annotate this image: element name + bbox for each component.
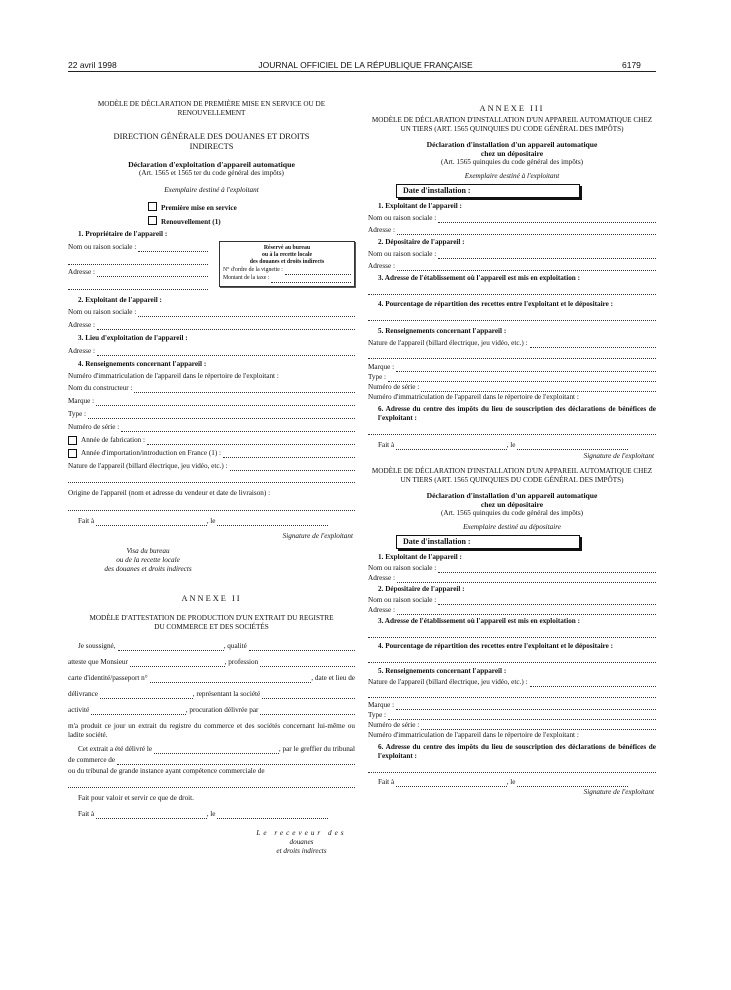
proprietaire-section bbox=[68, 230, 355, 290]
societe-field[interactable] bbox=[262, 691, 355, 699]
r2-depositaire-nom-field[interactable] bbox=[438, 597, 656, 605]
delivrance-label: délivrance bbox=[68, 690, 98, 698]
grande-instance-label: ou du tribunal de grande instance ayant compétence commerciale de bbox=[68, 767, 265, 775]
r-exploitant-adresse-field[interactable] bbox=[397, 227, 656, 235]
r-serie-label: Numéro de série : bbox=[368, 383, 420, 391]
exploitant-adresse-field[interactable] bbox=[97, 322, 355, 330]
signature-exploitant: Signature de l'exploitant bbox=[282, 532, 353, 540]
adresse-label: Adresse : bbox=[68, 268, 95, 276]
r-immat-label: Numéro d'immatriculation de l'appareil dans le répertoire de l'exploitant : bbox=[368, 393, 579, 401]
carte-field[interactable] bbox=[150, 675, 312, 683]
r4-title-2: 4. Pourcentage de répartition des recettes entre l'exploitant et le dépositaire : bbox=[378, 642, 614, 650]
r-marque-field[interactable] bbox=[396, 364, 656, 372]
qualite-field[interactable] bbox=[249, 643, 355, 651]
fait-a-field-2[interactable] bbox=[96, 811, 207, 819]
activite-field[interactable] bbox=[91, 707, 186, 715]
visa-line-2: ou de la recette locale bbox=[116, 556, 180, 564]
je-soussigne-label: Je soussigné, bbox=[78, 642, 116, 650]
r2-nature-label: Nature de l'appareil (billard électrique, jeu vidéo, etc.) : bbox=[368, 678, 528, 686]
nature-label: Nature de l'appareil (billard électrique, jeu vidéo, etc.) : bbox=[68, 462, 228, 470]
receveur-line-3: et droits indirects bbox=[276, 847, 327, 855]
delivrance-field[interactable] bbox=[100, 691, 193, 699]
r2-nom-label-2: Nom ou raison sociale : bbox=[368, 596, 437, 604]
nom-field-2[interactable] bbox=[68, 255, 208, 265]
immat-label: Numéro d'immatriculation de l'appareil dans le répertoire de l'exploitant : bbox=[68, 372, 279, 380]
page-number: 6179 bbox=[622, 60, 641, 70]
attestation-title: MODÈLE D'ATTESTATION DE PRODUCTION D'UN EXTRAIT DU REGISTRE DU COMMERCE ET DES SOCIÉTÉS bbox=[89, 614, 334, 631]
r-signature-2: Signature de l'exploitant bbox=[583, 788, 654, 796]
premiere-label: Première mise en service bbox=[161, 204, 237, 212]
date-installation-box-2[interactable]: Date d'installation : bbox=[396, 535, 580, 549]
r-le-field-1[interactable] bbox=[517, 442, 628, 450]
constructeur-field[interactable] bbox=[134, 385, 355, 393]
grande-instance-field[interactable] bbox=[68, 778, 355, 788]
r-nature-field[interactable] bbox=[530, 340, 656, 348]
carte-label: carte d'identité/passeport n° bbox=[68, 674, 148, 682]
origine-field[interactable] bbox=[68, 501, 355, 511]
right-decl-title-2 bbox=[368, 491, 656, 509]
valoir-text: Fait pour valoir et servir ce que de droit. bbox=[78, 794, 194, 802]
r6-title-2: 6. Adresse du centre des impôts du lieu de souscription des déclarations de bénéfices de l'exploitant : bbox=[378, 743, 656, 760]
exploitant-nom-field[interactable] bbox=[138, 309, 355, 317]
fait-a-field[interactable] bbox=[96, 518, 207, 526]
r2-nature-field[interactable] bbox=[530, 679, 656, 687]
a-produit-text: m'a produit ce jour un extrait du registre du commerce et des sociétés concernant lui-même ou ladite société. bbox=[68, 722, 355, 739]
r-adresse-label-1: Adresse : bbox=[368, 226, 395, 234]
renouvellement-label: Renouvellement (1) bbox=[161, 218, 221, 226]
decl-title-line-2: chez un dépositaire bbox=[480, 149, 544, 158]
r-exploitant-nom-field[interactable] bbox=[438, 215, 656, 223]
r-fait-a-field-1[interactable] bbox=[396, 442, 507, 450]
vignette-field[interactable] bbox=[285, 267, 351, 275]
nom-label: Nom ou raison sociale : bbox=[68, 243, 137, 251]
reserve-line-3: des douanes et droits indirects bbox=[249, 259, 325, 266]
date-lieu-label: , date et lieu de bbox=[311, 674, 355, 682]
le-label-2: , le bbox=[206, 810, 216, 818]
visa-line-1: Visa du bureau bbox=[126, 547, 170, 555]
qualite-label: , qualité bbox=[223, 642, 247, 650]
r-le-label-1: , le bbox=[506, 441, 516, 449]
fait-a-label: Fait à bbox=[78, 517, 95, 525]
receveur-line-1: Le receveur des bbox=[256, 829, 347, 837]
vignette-label: N° d'ordre de la vignette : bbox=[223, 267, 283, 274]
r-fait-a-label-2: Fait à bbox=[378, 778, 395, 786]
marque-field[interactable] bbox=[96, 398, 355, 406]
header-rule bbox=[68, 71, 656, 72]
taxe-label: Montant de la taxe : bbox=[223, 275, 270, 282]
reserve-line-1: Réservé au bureau bbox=[263, 245, 311, 251]
adresse-label-3: Adresse : bbox=[68, 347, 95, 355]
importation-field[interactable] bbox=[223, 450, 355, 458]
r1-title-2: 1. Exploitant de l'appareil : bbox=[378, 553, 462, 561]
r-nom-label-1: Nom ou raison sociale : bbox=[368, 214, 437, 222]
fabrication-field[interactable] bbox=[147, 437, 355, 445]
decl-title-line-1: Déclaration d'installation d'un appareil automatique bbox=[426, 140, 598, 149]
monsieur-field[interactable] bbox=[130, 659, 225, 667]
r2-exploitant-adresse-field[interactable] bbox=[397, 575, 656, 583]
marque-label: Marque : bbox=[68, 397, 95, 405]
constructeur-label: Nom du constructeur : bbox=[68, 384, 133, 392]
section-4-title: 4. Renseignements concernant l'appareil : bbox=[78, 360, 207, 368]
left-column bbox=[68, 100, 355, 856]
r2-exploitant-nom-field[interactable] bbox=[438, 565, 656, 573]
reserve-box bbox=[219, 241, 355, 287]
r3-field-2[interactable] bbox=[368, 628, 656, 638]
r2-marque-label: Marque : bbox=[368, 701, 395, 709]
importation-label: Année d'importation/introduction en France (1) : bbox=[81, 449, 222, 457]
taxe-field[interactable] bbox=[271, 275, 351, 283]
exemplaire-label: Exemplaire destiné à l'exploitant bbox=[164, 186, 259, 194]
r2-title: 2. Dépositaire de l'appareil : bbox=[378, 238, 465, 246]
tribunal-commerce-label: de commerce de bbox=[68, 756, 116, 764]
r2-immat-label: Numéro d'immatriculation de l'appareil dans le répertoire de l'exploitant : bbox=[368, 731, 579, 739]
exemplaire-exploitant: Exemplaire destiné à l'exploitant bbox=[464, 172, 560, 180]
adresse-field-2[interactable] bbox=[68, 280, 208, 290]
activite-label: activité bbox=[68, 706, 90, 714]
r-depositaire-nom-field[interactable] bbox=[438, 251, 656, 259]
greffier-label: , par le greffier du tribunal bbox=[278, 745, 355, 753]
section-2-title: 2. Exploitant de l'appareil : bbox=[78, 296, 162, 304]
r-le-field-2[interactable] bbox=[517, 779, 628, 787]
fabrication-checkbox[interactable] bbox=[68, 436, 77, 445]
nom-label-2: Nom ou raison sociale : bbox=[68, 308, 137, 316]
le-field[interactable] bbox=[217, 518, 328, 526]
r-fait-a-field-2[interactable] bbox=[396, 779, 507, 787]
decl-title-2-line-2: chez un dépositaire bbox=[480, 500, 544, 509]
r2-serie-field[interactable] bbox=[421, 722, 656, 730]
r-nom-label-2: Nom ou raison sociale : bbox=[368, 250, 437, 258]
origine-label: Origine de l'appareil (nom et adresse du vendeur et date de livraison) : bbox=[68, 489, 271, 497]
visa-line-3: des douanes et droits indirects bbox=[104, 565, 192, 573]
renouvellement-checkbox[interactable] bbox=[148, 216, 157, 225]
r6-field-2[interactable] bbox=[368, 763, 656, 773]
r2-nature-field-2[interactable] bbox=[368, 688, 656, 698]
r2-adresse-label-2: Adresse : bbox=[368, 606, 395, 614]
nature-field[interactable] bbox=[230, 463, 355, 471]
right-column bbox=[368, 104, 656, 797]
r5-title: 5. Renseignements concernant l'appareil : bbox=[378, 327, 507, 335]
right-decl-ref-1: (Art. 1565 quinquies du code général des impôts) bbox=[440, 158, 584, 166]
date-installation-box-1[interactable]: Date d'installation : bbox=[396, 184, 580, 198]
declaration-title: Déclaration d'exploitation d'appareil automatique bbox=[128, 160, 295, 169]
section-3-title: 3. Lieu d'exploitation de l'appareil : bbox=[78, 334, 188, 342]
r2-nom-label-1: Nom ou raison sociale : bbox=[368, 564, 437, 572]
adresse-field[interactable] bbox=[97, 269, 208, 277]
r2-title-2: 2. Dépositaire de l'appareil : bbox=[378, 585, 465, 593]
receveur-line-2: douanes bbox=[289, 838, 314, 846]
serie-label: Numéro de série : bbox=[68, 423, 120, 431]
r3-title: 3. Adresse de l'établissement où l'appareil est mis en exploitation : bbox=[378, 274, 580, 282]
r-adresse-label-2: Adresse : bbox=[368, 262, 395, 270]
represent-label: , représentant la société bbox=[192, 690, 261, 698]
fait-a-label-2: Fait à bbox=[78, 810, 95, 818]
r-nature-label: Nature de l'appareil (billard électrique, jeu vidéo, etc.) : bbox=[368, 339, 528, 347]
r-nature-field-2[interactable] bbox=[368, 349, 656, 359]
exemplaire-depositaire: Exemplaire destiné au dépositaire bbox=[463, 523, 561, 531]
section-1-title: 1. Propriétaire de l'appareil : bbox=[78, 230, 168, 238]
nature-field-2[interactable] bbox=[68, 473, 355, 483]
receveur-block bbox=[248, 829, 355, 856]
r2-type-field[interactable] bbox=[388, 712, 656, 720]
type-label: Type : bbox=[68, 410, 87, 418]
r-marque-label: Marque : bbox=[368, 363, 395, 371]
r2-depositaire-adresse-field[interactable] bbox=[397, 607, 656, 615]
r-le-label-2: , le bbox=[506, 778, 516, 786]
r-fait-a-label-1: Fait à bbox=[378, 441, 395, 449]
decl-title-2-line-1: Déclaration d'installation d'un appareil automatique bbox=[426, 491, 598, 500]
le-label: , le bbox=[206, 517, 216, 525]
right-decl-title-1 bbox=[368, 140, 656, 158]
tribunal-commerce-field[interactable] bbox=[117, 757, 355, 765]
nom-field[interactable] bbox=[138, 244, 208, 252]
header-date: 22 avril 1998 bbox=[68, 60, 117, 70]
model-title: MODÈLE DE DÉCLARATION DE PREMIÈRE MISE EN SERVICE OU DE RENOUVELLEMENT bbox=[97, 100, 326, 117]
r-serie-field[interactable] bbox=[421, 384, 656, 392]
fabrication-label: Année de fabrication : bbox=[81, 436, 146, 444]
r4-field[interactable] bbox=[368, 311, 656, 321]
r5-title-2: 5. Renseignements concernant l'appareil : bbox=[378, 667, 507, 675]
attestation-body bbox=[68, 642, 355, 856]
r-type-field[interactable] bbox=[388, 374, 656, 382]
importation-checkbox[interactable] bbox=[68, 449, 77, 458]
le-field-2[interactable] bbox=[217, 811, 328, 819]
r-type-label: Type : bbox=[368, 373, 387, 381]
annexe-2-heading: ANNEXE II bbox=[181, 594, 242, 603]
journal-title: JOURNAL OFFICIEL DE LA RÉPUBLIQUE FRANÇAISE bbox=[258, 60, 473, 70]
visa-block bbox=[88, 547, 208, 574]
r2-type-label: Type : bbox=[368, 711, 387, 719]
right-model-title-2: MODÈLE DE DÉCLARATION D'INSTALLATION D'UN APPAREIL AUTOMATIQUE CHEZ UN TIERS (ART. 1565 QUINQUIES DU CODE GÉNÉRAL DES IMPÔTS) bbox=[371, 467, 653, 484]
r6-title: 6. Adresse du centre des impôts du lieu de souscription des déclarations de bénéfices de l'exploitant : bbox=[378, 405, 656, 422]
extrait-date-field[interactable] bbox=[154, 746, 279, 754]
soussigne-field[interactable] bbox=[118, 643, 224, 651]
lieu-adresse-field[interactable] bbox=[97, 348, 355, 356]
profession-field[interactable] bbox=[260, 659, 355, 667]
r-depositaire-adresse-field[interactable] bbox=[397, 263, 656, 271]
atteste-label: atteste que Monsieur bbox=[68, 658, 128, 666]
r2-adresse-label-1: Adresse : bbox=[368, 574, 395, 582]
r2-marque-field[interactable] bbox=[396, 702, 656, 710]
procuration-field[interactable] bbox=[260, 707, 355, 715]
profession-label: , profession bbox=[224, 658, 259, 666]
reserve-line-2: ou à la recette locale bbox=[261, 252, 313, 259]
r2-serie-label: Numéro de série : bbox=[368, 721, 420, 729]
right-decl-ref-2: (Art. 1565 quinquies du code général des impôts) bbox=[440, 509, 584, 517]
r4-title: 4. Pourcentage de répartition des recettes entre l'exploitant et le dépositaire : bbox=[378, 300, 614, 308]
r6-field[interactable] bbox=[368, 425, 656, 435]
r4-field-2[interactable] bbox=[368, 653, 656, 663]
r-signature-1: Signature de l'exploitant bbox=[583, 452, 654, 460]
right-model-title-1: MODÈLE DE DÉCLARATION D'INSTALLATION D'UN APPAREIL AUTOMATIQUE CHEZ UN TIERS (ART. 1565 QUINQUIES DU CODE GÉNÉRAL DES IMPÔTS) bbox=[371, 116, 653, 133]
procuration-label: , procuration délivrée par bbox=[185, 706, 259, 714]
r1-title: 1. Exploitant de l'appareil : bbox=[378, 202, 462, 210]
r3-field[interactable] bbox=[368, 285, 656, 295]
premiere-checkbox[interactable] bbox=[148, 202, 157, 211]
serie-field[interactable] bbox=[121, 424, 355, 432]
adresse-label-2: Adresse : bbox=[68, 321, 95, 329]
annexe-3-heading: ANNEXE III bbox=[479, 104, 545, 113]
type-field[interactable] bbox=[88, 411, 355, 419]
declaration-reference: (Art. 1565 et 1565 ter du code général des impôts) bbox=[139, 169, 284, 177]
r3-title-2: 3. Adresse de l'établissement où l'appareil est mis en exploitation : bbox=[378, 617, 580, 625]
direction-title: DIRECTION GÉNÉRALE DES DOUANES ET DROITS INDIRECTS bbox=[113, 132, 310, 151]
extrait-delivre-label: Cet extrait a été délivré le bbox=[78, 745, 153, 753]
